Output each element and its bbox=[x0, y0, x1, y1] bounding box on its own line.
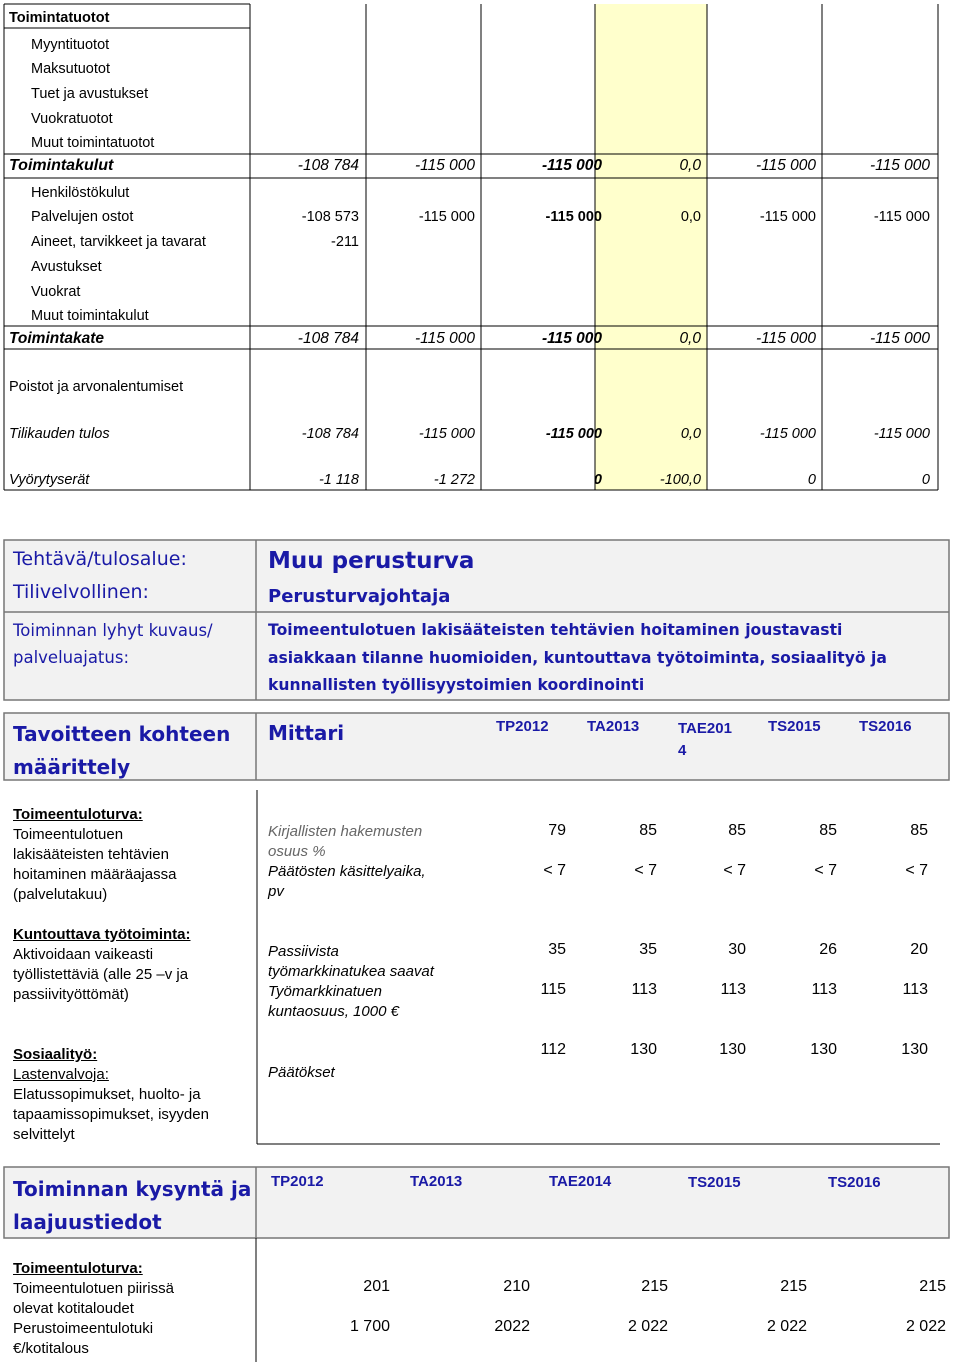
goals-year: TP2012 bbox=[496, 718, 549, 735]
metric-line: osuus % bbox=[268, 843, 326, 860]
demand-value: 1 700 bbox=[349, 1318, 390, 1335]
vyorytyserat-value: 0 bbox=[593, 472, 602, 488]
goal-value: 20 bbox=[910, 941, 928, 958]
goal-desc-line: tapaamissopimukset, isyyden bbox=[13, 1106, 209, 1123]
goal-value: 113 bbox=[720, 981, 746, 998]
demand-value: 201 bbox=[363, 1278, 390, 1295]
goal-value: 35 bbox=[639, 941, 657, 958]
tilikauden-tulos-value: 0,0 bbox=[680, 426, 701, 442]
metric-line: Työmarkkinatuen bbox=[268, 983, 382, 1000]
demand-value: 2 022 bbox=[627, 1318, 668, 1335]
metric-line: pv bbox=[268, 883, 284, 900]
goal-value: < 7 bbox=[814, 862, 837, 879]
goals-year: TS2015 bbox=[768, 718, 821, 735]
poistot-label: Poistot ja arvonalentumiset bbox=[9, 379, 184, 395]
demand-desc-line: €/kotitalous bbox=[13, 1340, 89, 1357]
demand-title-line: laajuustiedot bbox=[13, 1210, 162, 1234]
kuvaus-label-line: Toiminnan lyhyt kuvaus/ bbox=[13, 621, 213, 640]
tuotto-item: Myyntituotot bbox=[31, 37, 110, 53]
metric-line: kuntaosuus, 1000 € bbox=[268, 1003, 399, 1020]
goal-desc-line: Aktivoidaan vaikeasti bbox=[13, 946, 154, 963]
vyorytyserat-value: -1 118 bbox=[318, 472, 359, 488]
tuotto-item: Vuokratuotot bbox=[31, 111, 113, 127]
goal-value: 113 bbox=[902, 981, 928, 998]
tuotto-item: Tuet ja avustukset bbox=[31, 86, 149, 102]
kulu-item: Muut toimintakulut bbox=[31, 308, 149, 324]
demand-desc-line: olevat kotitaloudet bbox=[13, 1300, 134, 1317]
vyorytyserat-value: -100,0 bbox=[659, 472, 701, 488]
goal-metric bbox=[268, 822, 426, 902]
goal-value: 26 bbox=[819, 941, 837, 958]
goal-value: 85 bbox=[728, 822, 746, 839]
toimintakate-value: -115 000 bbox=[541, 330, 602, 347]
tilikauden-tulos-value: -115 000 bbox=[545, 426, 602, 442]
kuvaus-value-line: Toimeentulotuen lakisääteisten tehtävien hoitaminen joustavasti bbox=[268, 621, 843, 639]
toimintakate-label: Toimintakate bbox=[9, 330, 105, 347]
toimintakulut-value: -108 784 bbox=[297, 157, 359, 174]
demand-year: TS2015 bbox=[688, 1174, 741, 1191]
toimintakulut-value: -115 000 bbox=[541, 157, 602, 174]
demand-value: 2022 bbox=[494, 1318, 530, 1335]
tilivelvollinen-value: Perusturvajohtaja bbox=[268, 586, 451, 607]
toimintakate-value: -108 784 bbox=[297, 330, 359, 347]
toimintakate-value: -115 000 bbox=[869, 330, 930, 347]
kulu-item: Palvelujen ostot bbox=[31, 209, 134, 225]
goal-group-toimeentuloturva bbox=[13, 805, 176, 905]
goal-desc-line: Toimeentulotuen bbox=[13, 826, 124, 843]
goal-desc-line: hoitaminen määräajassa bbox=[13, 866, 177, 883]
kuvaus-value-line: kunnallisten työllisyystoimien koordinointi bbox=[268, 676, 645, 694]
demand-value: 215 bbox=[780, 1278, 807, 1295]
kulu-item: Avustukset bbox=[31, 259, 102, 275]
goal-heading: Sosiaalityö: bbox=[13, 1046, 98, 1063]
demand-title bbox=[13, 1173, 251, 1239]
toimintatuotot-label: Toimintatuotot bbox=[9, 10, 110, 26]
goals-year: TA2013 bbox=[587, 718, 640, 735]
demand-year: TS2016 bbox=[828, 1174, 881, 1191]
metric-line: Päätökset bbox=[268, 1064, 335, 1081]
goal-subheading: Lastenvalvoja: bbox=[13, 1066, 109, 1083]
demand-value: 210 bbox=[503, 1278, 530, 1295]
toimintakate-value: -115 000 bbox=[755, 330, 816, 347]
kuvaus-value bbox=[268, 617, 887, 700]
goal-value: 130 bbox=[719, 1041, 746, 1058]
tilikauden-tulos-label: Tilikauden tulos bbox=[9, 426, 110, 442]
toimintakate-value: -115 000 bbox=[414, 330, 475, 347]
goal-value: 130 bbox=[810, 1041, 837, 1058]
toimintakulut-value: -115 000 bbox=[869, 157, 930, 174]
metric-line: Päätösten käsittelyaika, bbox=[268, 863, 426, 880]
kulu-value: -211 bbox=[331, 234, 359, 250]
kuvaus-label-line: palveluajatus: bbox=[13, 648, 130, 667]
vyorytyserat-value: 0 bbox=[921, 472, 930, 488]
goal-desc-line: työllistettäviä (alle 25 –v ja bbox=[13, 966, 189, 983]
kulu-value: 0,0 bbox=[680, 209, 701, 225]
tehtava-value: Muu perusturva bbox=[268, 548, 475, 574]
goal-group-sosiaalityo bbox=[13, 1045, 209, 1145]
tehtava-label: Tehtävä/tulosalue: bbox=[13, 548, 187, 570]
toimintakulut-value: -115 000 bbox=[414, 157, 475, 174]
goal-metric bbox=[268, 1063, 335, 1083]
demand-desc-line: Perustoimeentulotuki bbox=[13, 1320, 154, 1337]
goal-group-kuntouttava bbox=[13, 925, 191, 1005]
goal-value: 130 bbox=[630, 1041, 657, 1058]
goal-value: 85 bbox=[819, 822, 837, 839]
vyorytyserat-value: -1 272 bbox=[433, 472, 475, 488]
demand-value: 215 bbox=[641, 1278, 668, 1295]
goals-title bbox=[13, 718, 230, 784]
goal-desc-line: (palvelutakuu) bbox=[13, 886, 108, 903]
goals-title-line: Tavoitteen kohteen bbox=[13, 722, 231, 746]
metric-line: Kirjallisten hakemusten bbox=[268, 823, 423, 840]
metric-line: työmarkkinatukea saavat bbox=[268, 963, 434, 980]
goals-mittari: Mittari bbox=[268, 721, 345, 745]
goal-value: < 7 bbox=[634, 862, 657, 879]
kulu-item: Aineet, tarvikkeet ja tavarat bbox=[31, 234, 206, 250]
goal-metric bbox=[268, 942, 434, 1022]
vyorytyserat-value: 0 bbox=[807, 472, 816, 488]
kulu-value: -115 000 bbox=[545, 209, 602, 225]
goals-year: TAE201 4 bbox=[678, 720, 732, 759]
goal-value: 30 bbox=[728, 941, 746, 958]
kulu-item: Vuokrat bbox=[31, 284, 81, 300]
goal-value: 130 bbox=[901, 1041, 928, 1058]
tilivelvollinen-label: Tilivelvollinen: bbox=[13, 581, 149, 603]
kuvaus-value-line: asiakkaan tilanne huomioiden, kuntouttava työtoiminta, sosiaalityö ja bbox=[268, 648, 887, 667]
goal-value: 113 bbox=[811, 981, 837, 998]
kuvaus-label bbox=[13, 617, 213, 671]
demand-value: 215 bbox=[919, 1278, 946, 1295]
goal-value: 79 bbox=[548, 822, 566, 839]
demand-value: 2 022 bbox=[905, 1318, 946, 1335]
tilikauden-tulos-value: -115 000 bbox=[759, 426, 816, 442]
goal-value: 113 bbox=[631, 981, 657, 998]
demand-value: 2 022 bbox=[766, 1318, 807, 1335]
goals-year: TS2016 bbox=[859, 718, 912, 735]
toimintakulut-value: 0,0 bbox=[679, 157, 701, 174]
goal-value: < 7 bbox=[543, 862, 566, 879]
tilikauden-tulos-value: -108 784 bbox=[301, 426, 359, 442]
tilikauden-tulos-value: -115 000 bbox=[418, 426, 475, 442]
goal-value: < 7 bbox=[905, 862, 928, 879]
toimintakulut-value: -115 000 bbox=[755, 157, 816, 174]
demand-desc-line: Toimeentulotuen piirissä bbox=[13, 1280, 174, 1297]
kulu-value: -115 000 bbox=[418, 209, 475, 225]
goal-value: 85 bbox=[639, 822, 657, 839]
goals-title-line: määrittely bbox=[13, 755, 131, 779]
tuotto-item: Maksutuotot bbox=[31, 61, 110, 77]
toimintakate-value: 0,0 bbox=[679, 330, 701, 347]
kulu-value: -115 000 bbox=[873, 209, 930, 225]
demand-heading: Toimeentuloturva: bbox=[13, 1260, 143, 1277]
demand-year: TAE2014 bbox=[549, 1173, 612, 1190]
goal-heading: Kuntouttava työtoiminta: bbox=[13, 926, 191, 943]
goal-desc-line: lakisääteisten tehtävien bbox=[13, 846, 169, 863]
goal-value: 35 bbox=[548, 941, 566, 958]
toimintakulut-label: Toimintakulut bbox=[9, 157, 114, 174]
tilikauden-tulos-value: -115 000 bbox=[873, 426, 930, 442]
goal-value: < 7 bbox=[723, 862, 746, 879]
tuotto-item: Muut toimintatuotot bbox=[31, 135, 155, 151]
kulu-value: -115 000 bbox=[759, 209, 816, 225]
vyorytyserat-label: Vyörytyserät bbox=[9, 472, 90, 488]
goal-desc-line: Elatussopimukset, huolto- ja bbox=[13, 1086, 201, 1103]
demand-group-toimeentuloturva bbox=[13, 1259, 174, 1359]
demand-year: TA2013 bbox=[410, 1173, 463, 1190]
metric-line: Passiivista bbox=[268, 943, 339, 960]
goal-value: 85 bbox=[910, 822, 928, 839]
goal-desc-line: selvittelyt bbox=[13, 1126, 75, 1143]
goal-value: 115 bbox=[540, 981, 566, 998]
goal-desc-line: passiivityöttömät) bbox=[13, 986, 129, 1003]
demand-title-line: Toiminnan kysyntä ja bbox=[13, 1177, 252, 1201]
goal-heading: Toimeentuloturva: bbox=[13, 806, 143, 823]
kulu-value: -108 573 bbox=[301, 209, 359, 225]
kulu-item: Henkilöstökulut bbox=[31, 185, 130, 201]
demand-year: TP2012 bbox=[271, 1173, 324, 1190]
goal-value: 112 bbox=[540, 1041, 566, 1058]
